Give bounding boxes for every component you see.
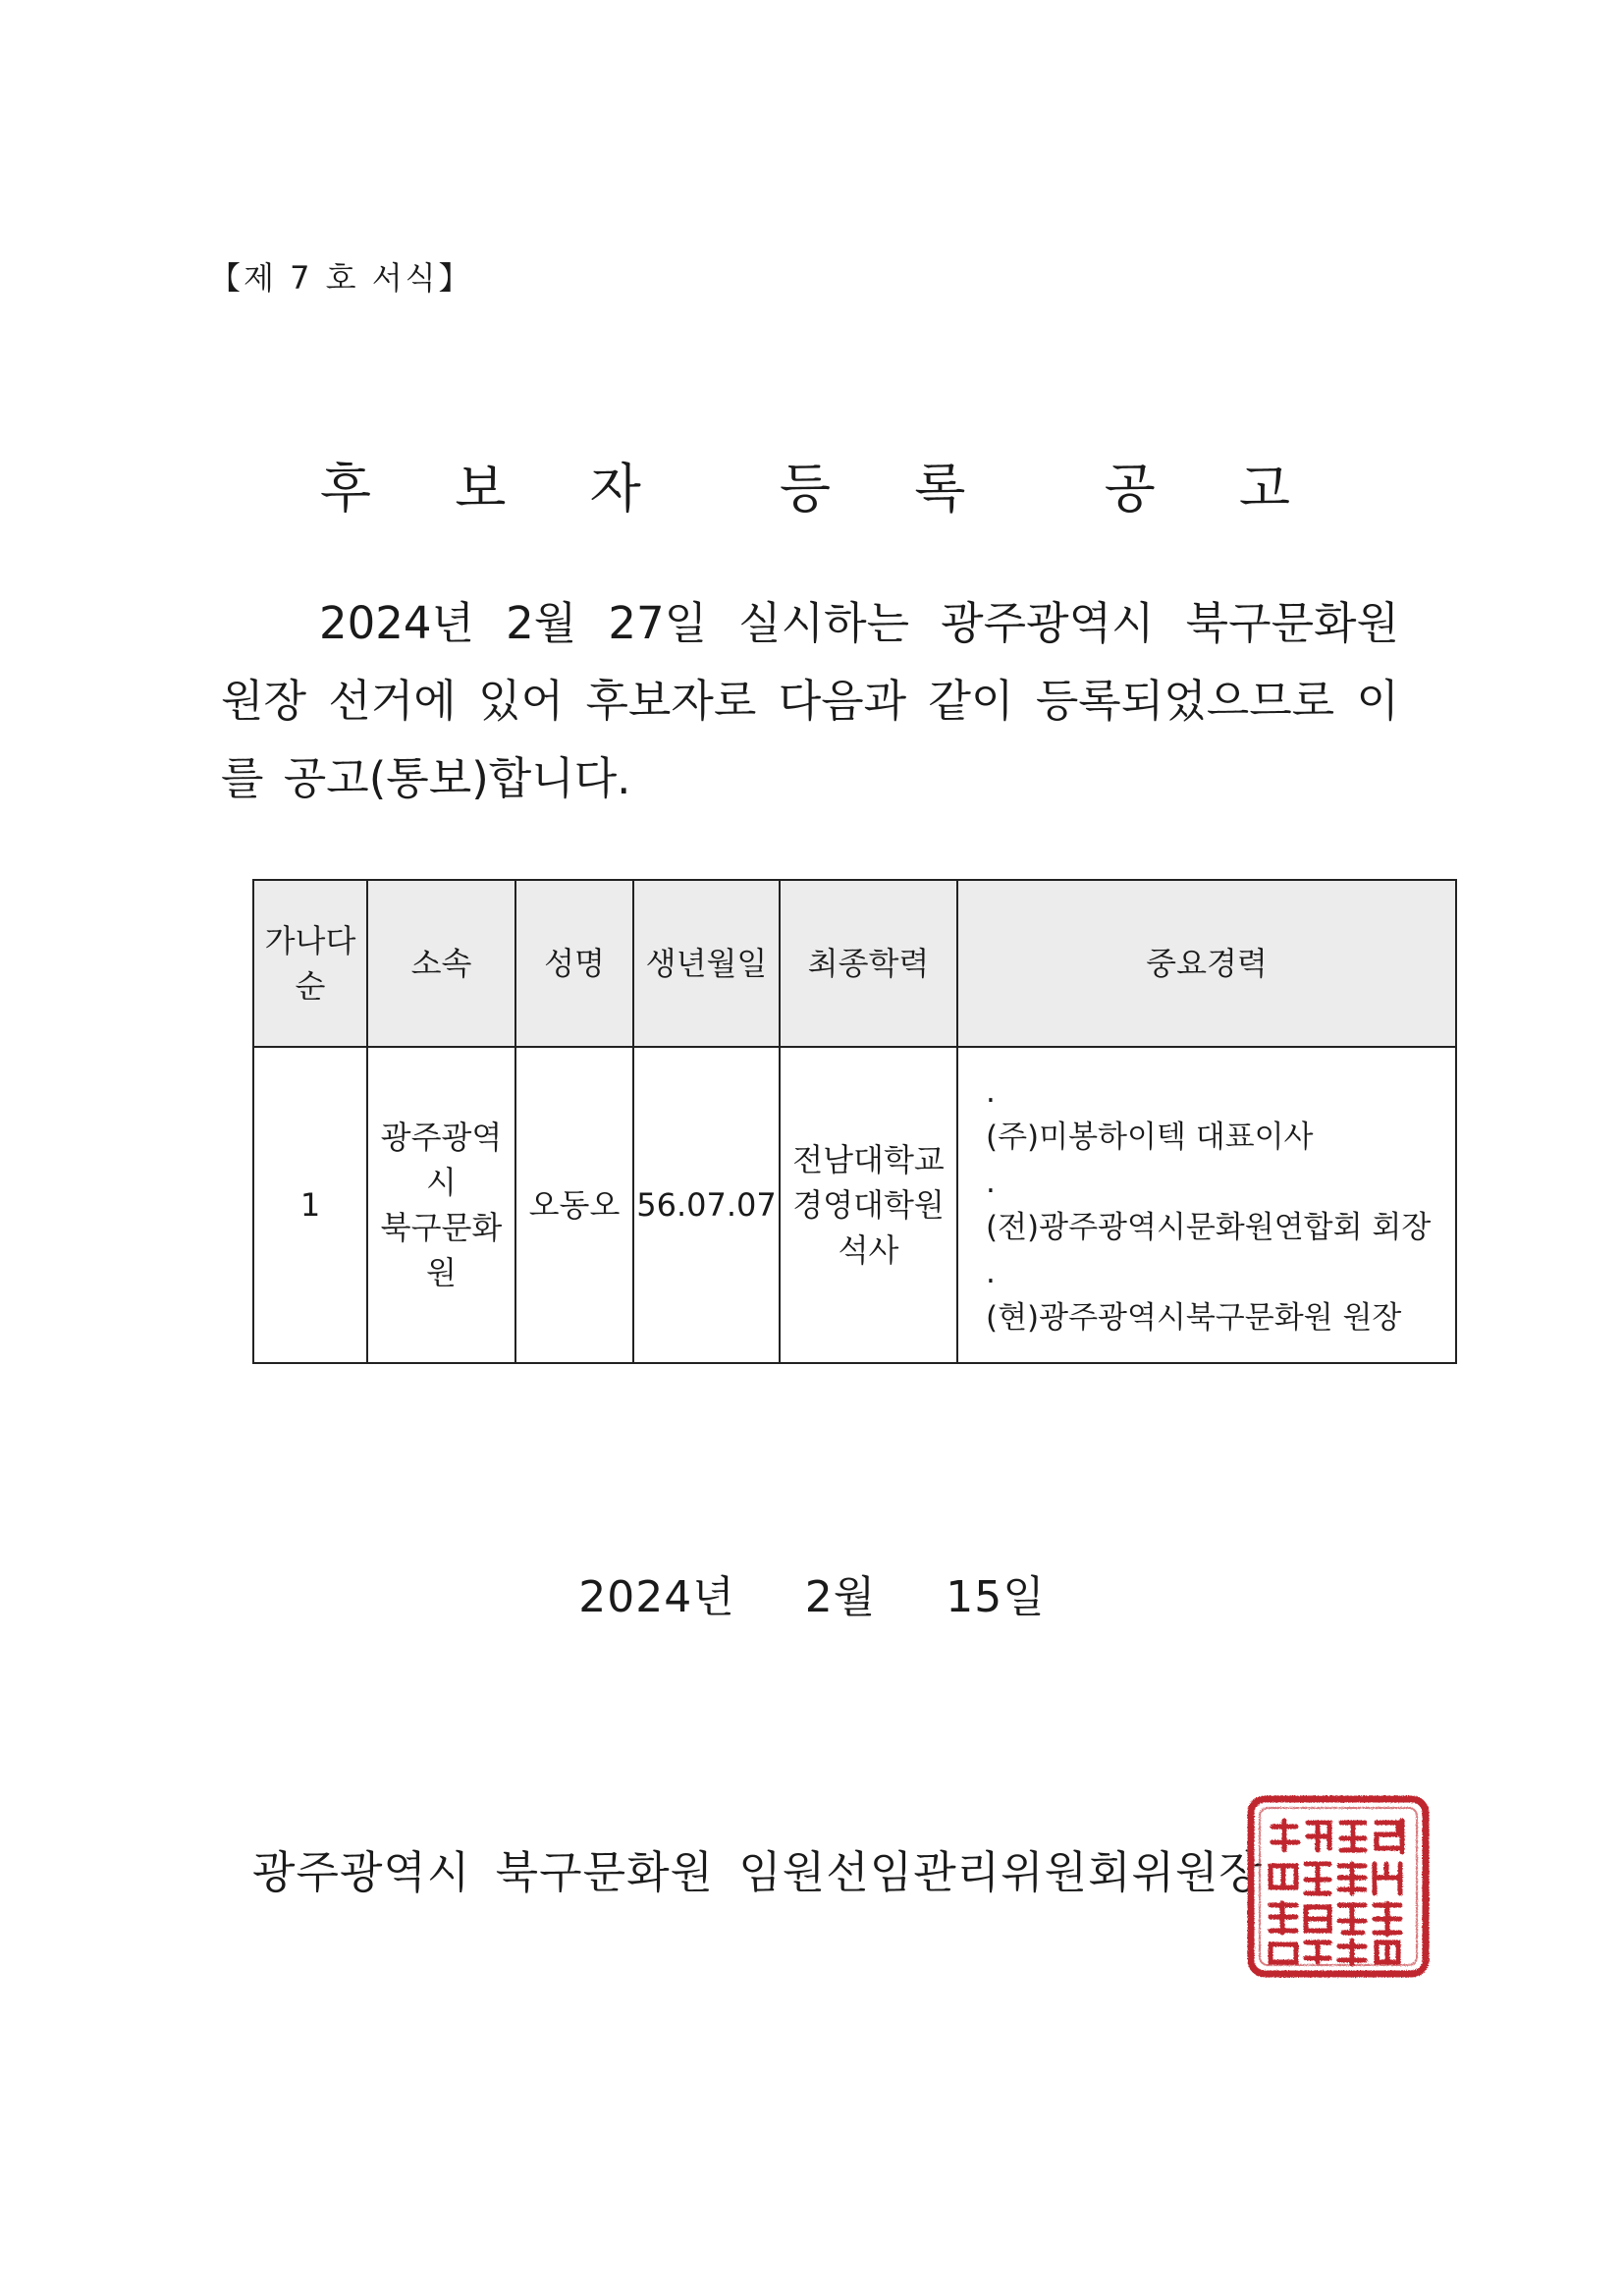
career-item: . (주)미봉하이텍 대표이사 — [986, 1074, 1314, 1155]
title-word: 공 고 — [1104, 458, 1305, 519]
header-affiliation: 소속 — [367, 880, 515, 1047]
table-header-row — [253, 880, 1456, 1047]
seal-icon — [1245, 1793, 1432, 1980]
header-education: 최종학력 — [780, 880, 957, 1047]
candidate-table — [252, 879, 1457, 1364]
cell-career — [957, 1047, 1456, 1363]
notice-body-text: 2024년 2월 27일 실시하는 광주광역시 북구문화원 원장 선거에 있어 후보자로 다음과 같이 등록되었으므로 이를 공고(통보)합니다. — [221, 597, 1399, 804]
signer-title: 광주광역시 북구문화원 임원선임관리위원회위원장 — [252, 1846, 1263, 1898]
title-word: 후 보 자 — [319, 458, 655, 519]
table-row — [253, 1047, 1456, 1363]
career-item: . (전)광주광역시문화원연합회 회장 — [986, 1165, 1432, 1245]
career-item: . (현)광주광역시북구문화원 원장 — [986, 1255, 1402, 1336]
cell-affiliation: 광주광역시 북구문화원 — [367, 1047, 515, 1363]
cell-birth: 56.07.07 — [633, 1047, 780, 1363]
header-birth: 생년월일 — [633, 880, 780, 1047]
issue-date — [0, 1561, 1624, 1624]
official-seal-stamp — [1245, 1793, 1432, 1980]
form-number: 【제 7 호 서식】 — [209, 259, 473, 297]
cell-name: 오동오 — [515, 1047, 633, 1363]
document-title — [0, 447, 1624, 522]
issue-day: 15일 — [946, 1572, 1046, 1622]
issue-month: 2월 — [804, 1572, 877, 1622]
cell-order: 1 — [253, 1047, 367, 1363]
notice-body — [221, 584, 1399, 817]
title-word: 등 록 — [779, 458, 980, 519]
header-order: 가나다 순 — [253, 880, 367, 1047]
header-career: 중요경력 — [957, 880, 1456, 1047]
cell-education: 전남대학교 경영대학원 석사 — [780, 1047, 957, 1363]
issue-year: 2024년 — [578, 1572, 735, 1622]
header-name: 성명 — [515, 880, 633, 1047]
